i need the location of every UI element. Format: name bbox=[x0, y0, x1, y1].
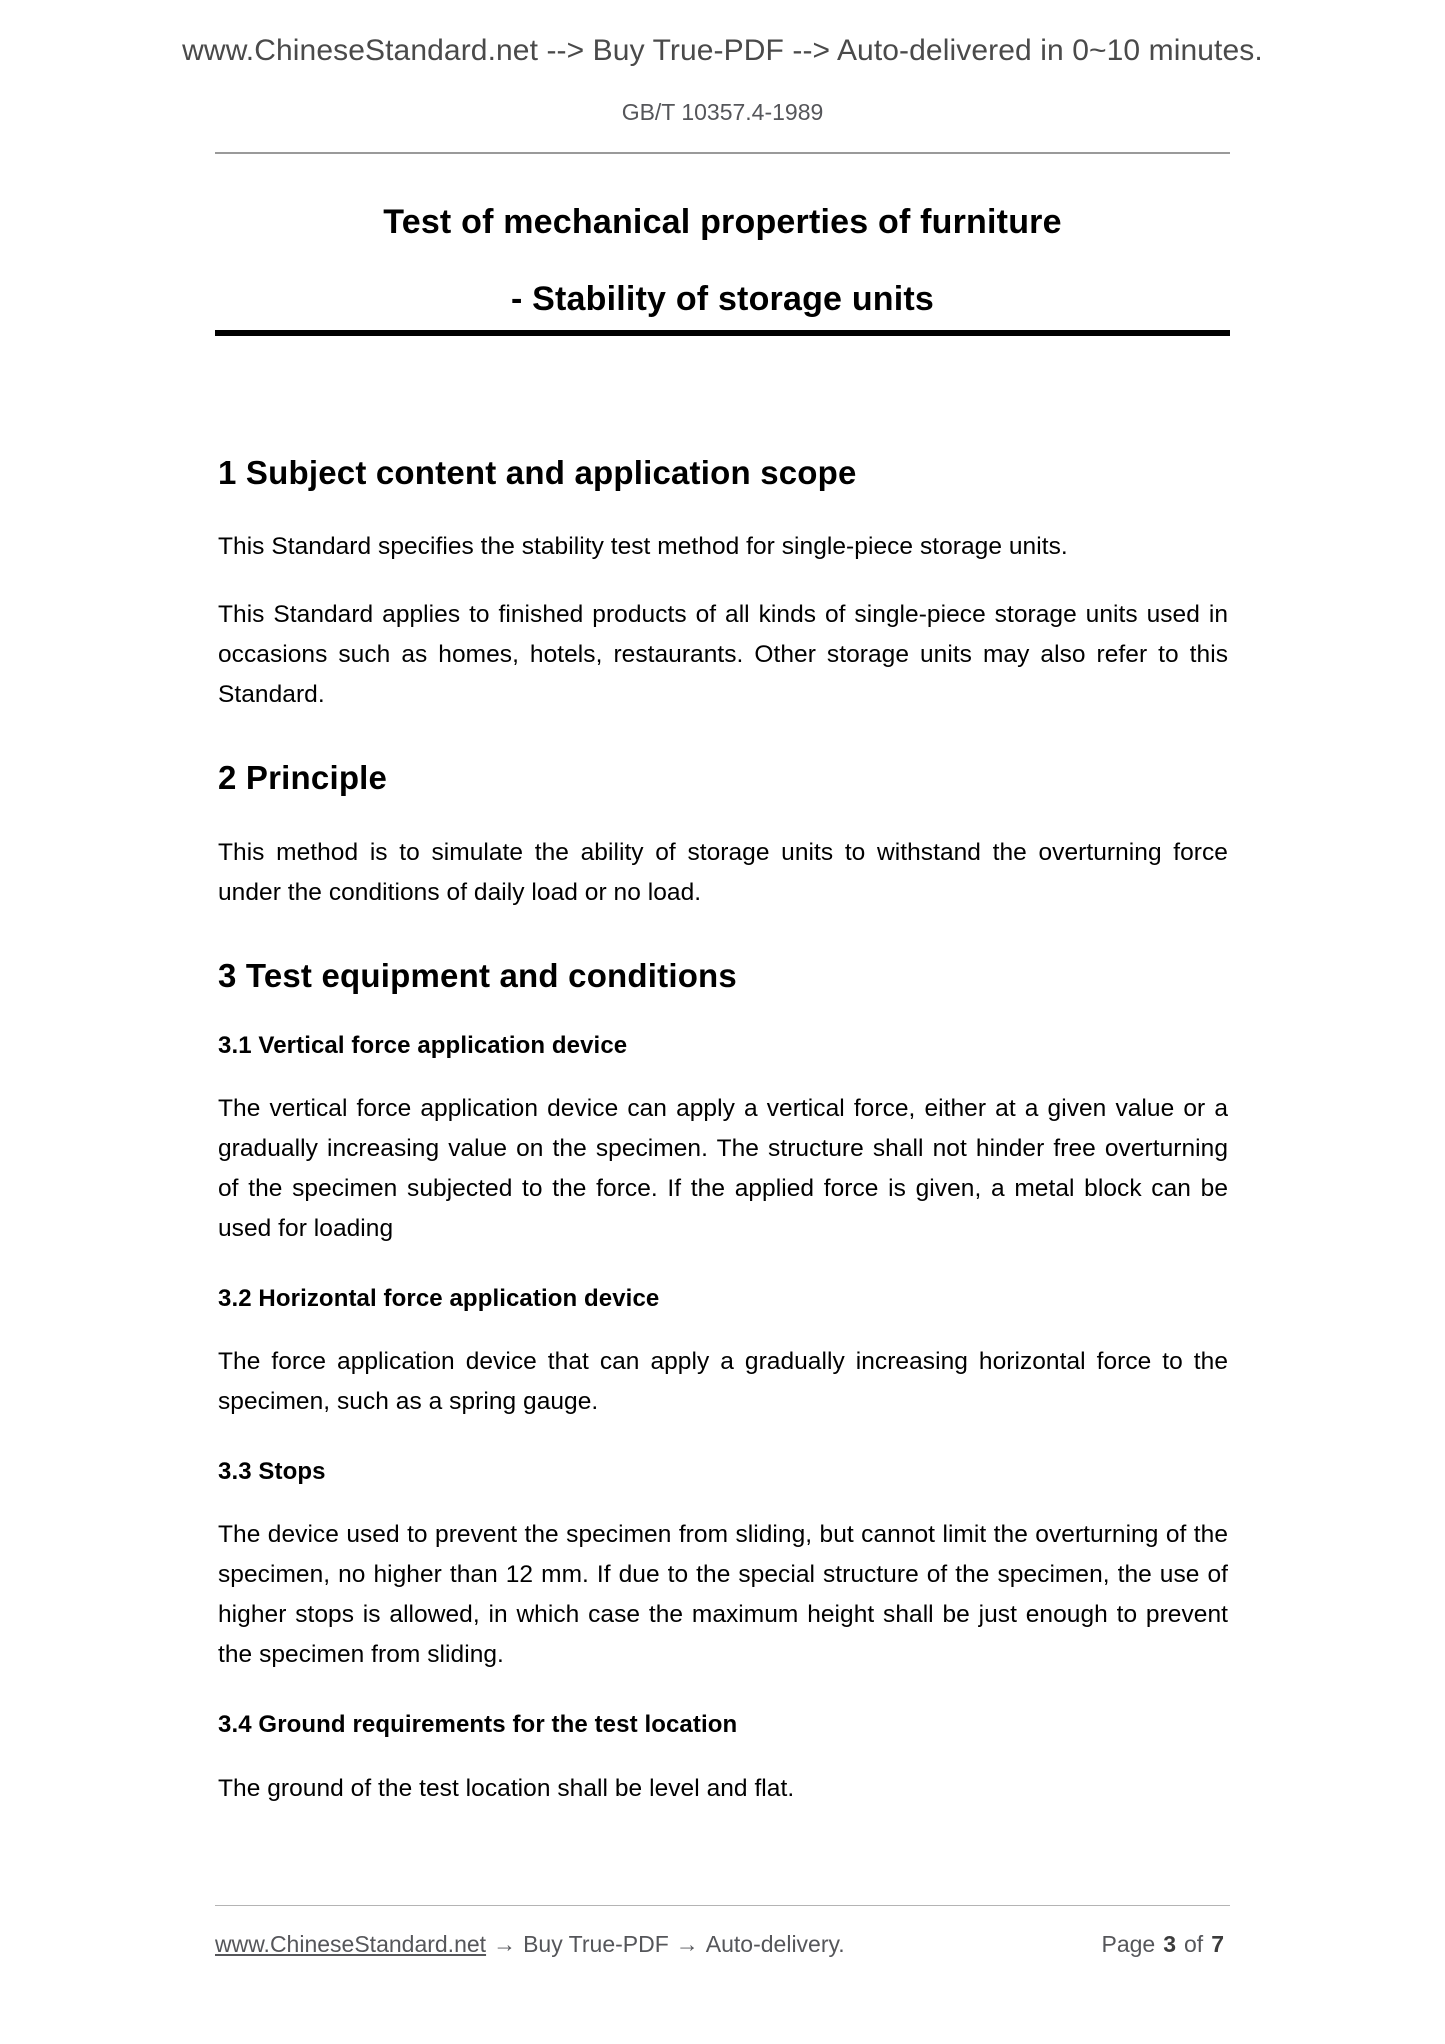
footer-delivery-label: Auto-delivery. bbox=[705, 1930, 845, 1957]
subsection-heading-3-4: 3.4 Ground requirements for the test location bbox=[218, 1711, 738, 1739]
document-title-line-1: Test of mechanical properties of furniture bbox=[383, 203, 1062, 241]
of-label: of bbox=[1184, 1930, 1204, 1957]
page-footer bbox=[215, 1924, 1230, 1964]
section-1-paragraph-2: This Standard applies to finished products of all kinds of single-piece storage units used in occasions such as homes, hotels, restaurants. Other storage units may also refer to this Standard. bbox=[218, 601, 1228, 709]
spacer bbox=[218, 941, 1228, 955]
subsection-3-1-paragraph-1: The vertical force application device can apply a vertical force, either at a given value or a gradually increasing value on the specimen. The structure shall not hinder free overturning of the specimen subjected to the force. If the applied force is given, a metal block can be used for loading bbox=[218, 1094, 1228, 1242]
standard-number: GB/T 10357.4-1989 bbox=[621, 99, 824, 125]
page-label: Page bbox=[1101, 1930, 1156, 1957]
title-divider-rule bbox=[215, 330, 1230, 336]
section-1-paragraph-1: This Standard specifies the stability test method for single-piece storage units. bbox=[218, 533, 1068, 561]
total-page-number: 7 bbox=[1211, 1930, 1224, 1957]
subsection-heading-3-2: 3.2 Horizontal force application device bbox=[218, 1284, 660, 1312]
section-heading-2: 2 Principle bbox=[218, 759, 388, 797]
subsection-heading-3-1: 3.1 Vertical force application device bbox=[218, 1031, 628, 1059]
arrow-right-icon: → bbox=[493, 1930, 517, 1957]
promo-header-text: www.ChineseStandard.net --> Buy True-PDF --> Auto-delivered in 0~10 minutes. bbox=[182, 34, 1263, 67]
footer-buy-label: Buy True-PDF bbox=[523, 1930, 669, 1957]
footer-site-link[interactable]: www.ChineseStandard.net bbox=[215, 1930, 487, 1957]
header-divider-rule bbox=[215, 152, 1230, 154]
subsection-3-2-paragraph-1: The force application device that can apply a gradually increasing horizontal force to the specimen, such as a spring gauge. bbox=[218, 1348, 1228, 1416]
section-heading-3: 3 Test equipment and conditions bbox=[218, 956, 737, 994]
subsection-heading-3-3: 3.3 Stops bbox=[218, 1458, 326, 1486]
document-body bbox=[218, 452, 1228, 1837]
page-indicator bbox=[1102, 1931, 1231, 1958]
section-heading-1: 1 Subject content and application scope bbox=[218, 454, 857, 491]
spacer bbox=[218, 743, 1228, 757]
current-page-number: 3 bbox=[1163, 1930, 1177, 1957]
footer-divider-rule bbox=[215, 1905, 1230, 1906]
subsection-3-4-paragraph-1: The ground of the test location shall be level and flat. bbox=[218, 1774, 795, 1802]
document-title-line-2: - Stability of storage units bbox=[510, 280, 935, 318]
subsection-3-3-paragraph-1: The device used to prevent the specimen from sliding, but cannot limit the overturning of the specimen, no higher than 12 mm. If due to the special structure of the specimen, the use of higher stops is allowed, in which case the maximum height shall be just enough to prevent the specimen from sliding. bbox=[218, 1521, 1228, 1669]
footer-promo bbox=[215, 1931, 845, 1958]
arrow-right-icon-2: → bbox=[675, 1930, 699, 1957]
section-2-paragraph-1: This method is to simulate the ability of storage units to withstand the overturning force under the conditions of daily load or no load. bbox=[218, 838, 1228, 906]
